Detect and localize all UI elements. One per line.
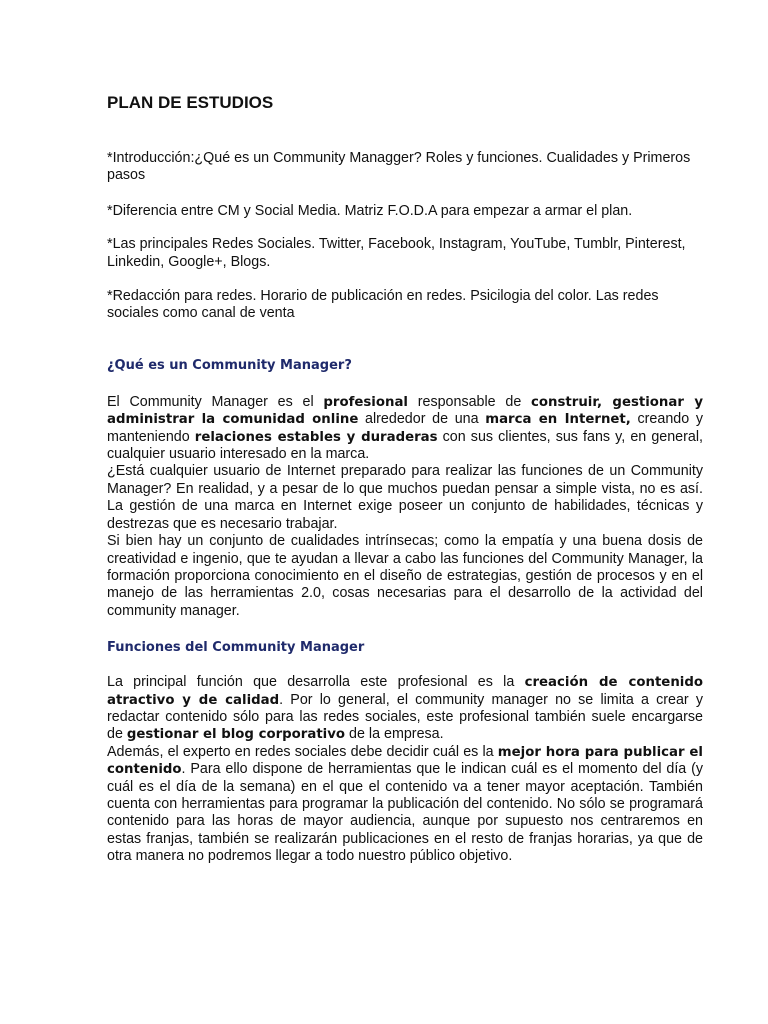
section-heading-que-es: ¿Qué es un Community Manager?: [107, 357, 352, 373]
section-heading-funciones: Funciones del Community Manager: [107, 640, 365, 656]
document-title: PLAN DE ESTUDIOS: [107, 93, 274, 112]
document-page: [107, 92, 703, 866]
section2-paragraph-2: Además, el experto en redes sociales debe decidir cuál es la mejor hora para publicar el contenido. Para ello dispone de herramientas que le indican cuál es el momento del día (y cuál es el día de la semana) en el que el contenido va a tener mayor aceptación. También cuenta con herramientas para programar la publicación del contenido. No sólo se programará contenido para las horas de mayor audiencia, aunque por supuesto nos centraremos en estas franjas, también se realizarán publicaciones en el resto de franjas horarias, ya que de otra manera no podremos llegar a todo nuestro público objetivo.: [107, 743, 703, 865]
section1-paragraph-1: El Community Manager es el profesional responsable de construir, gestionar y administrar la comunidad online alrededor de una marca en Internet, creando y manteniendo relaciones estables y duraderas con sus clientes, sus fans y, en general, cualquier usuario interesado en la marca.: [107, 393, 703, 463]
plan-item-diferencia: *Diferencia entre CM y Social Media. Matriz F.O.D.A para empezar a armar el plan.: [107, 202, 633, 219]
section1-paragraph-3: Si bien hay un conjunto de cualidades intrínsecas; como la empatía y una buena dosis de creatividad e ingenio, que te ayudan a llevar a cabo las funciones del Community Manager, la formación proporciona conocimiento en el diseño de estrategias, gestión de procesos y en el manejo de las herramientas 2.0, cosas necesarias para el desarrollo de la actividad del community manager.: [107, 533, 703, 619]
section1-paragraph-2: ¿Está cualquier usuario de Internet preparado para realizar las funciones de un Community Manager? En realidad, y a pesar de lo que muchos puedan pensar a simple vista, no es así. La gestión de una marca en Internet exige poseer un conjunto de habilidades, técnicas y destrezas que es necesario trabajar.: [107, 463, 703, 532]
plan-item-redaccion: *Redacción para redes. Horario de publicación en redes. Psicilogia del color. Las redes sociales como canal de venta: [107, 288, 659, 322]
section2-paragraph-1: La principal función que desarrolla este profesional es la creación de contenido atractivo y de calidad. Por lo general, el community manager no se limita a crear y redactar contenido sólo para las redes sociales, este profesional también suele encargarse de gestionar el blog corporativo de la empresa.: [107, 674, 704, 743]
plan-item-redes: *Las principales Redes Sociales. Twitter, Facebook, Instagram, YouTube, Tumblr, Pinterest, Linkedin, Google+, Blogs.: [107, 236, 686, 270]
plan-item-introduccion: *Introducción:¿Qué es un Community Managger? Roles y funciones. Cualidades y Primeros pasos: [107, 150, 691, 184]
